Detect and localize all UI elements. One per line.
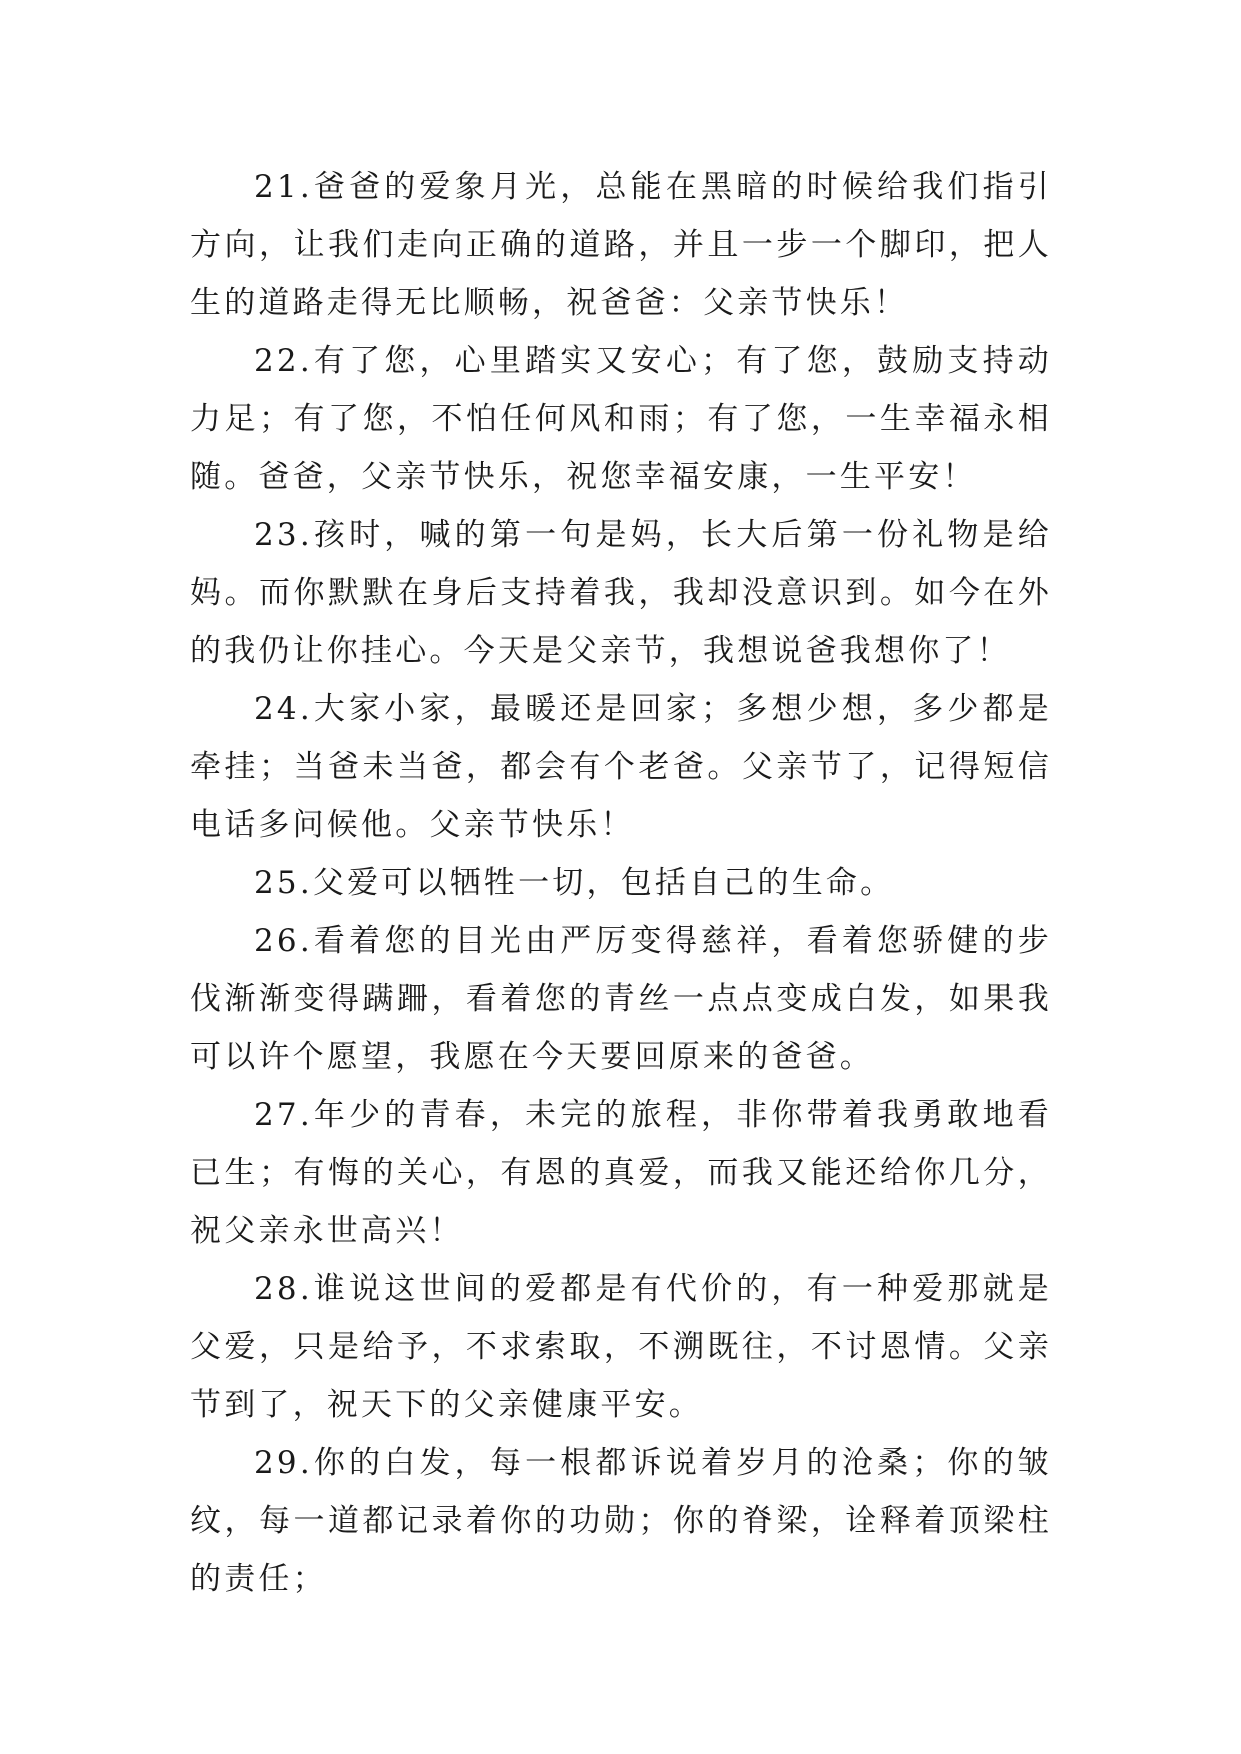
paragraph-23: 23.孩时，喊的第一句是妈，长大后第一份礼物是给妈。而你默默在身后支持着我，我却没意识到。如今在外的我仍让你挂心。今天是父亲节，我想说爸我想你了！: [190, 517, 1052, 669]
paragraph-25: 25.父爱可以牺牲一切，包括自己的生命。: [254, 865, 895, 901]
paragraph-22: 22.有了您，心里踏实又安心；有了您，鼓励支持动力足；有了您，不怕任何风和雨；有了您，一生幸福永相随。爸爸，父亲节快乐，祝您幸福安康，一生平安！: [190, 343, 1052, 495]
document-body: [190, 158, 1052, 1608]
paragraph-27: 27.年少的青春，未完的旅程，非你带着我勇敢地看已生；有悔的关心，有恩的真爱，而我又能还给你几分，祝父亲永世高兴！: [190, 1097, 1052, 1249]
paragraph-21: 21.爸爸的爱象月光，总能在黑暗的时候给我们指引方向，让我们走向正确的道路，并且一步一个脚印，把人生的道路走得无比顺畅，祝爸爸：父亲节快乐！: [190, 169, 1052, 321]
paragraph-28: 28.谁说这世间的爱都是有代价的，有一种爱那就是父爱，只是给予，不求索取，不溯既往，不讨恩情。父亲节到了，祝天下的父亲健康平安。: [190, 1271, 1052, 1423]
paragraph-24: 24.大家小家，最暖还是回家；多想少想，多少都是牵挂；当爸未当爸，都会有个老爸。父亲节了，记得短信电话多问候他。父亲节快乐！: [190, 691, 1052, 843]
paragraph-29: 29.你的白发，每一根都诉说着岁月的沧桑；你的皱纹，每一道都记录着你的功勋；你的脊梁，诠释着顶梁柱的责任；: [190, 1445, 1052, 1597]
paragraph-26: 26.看着您的目光由严厉变得慈祥，看着您骄健的步伐渐渐变得蹒跚，看着您的青丝一点点变成白发，如果我可以许个愿望，我愿在今天要回原来的爸爸。: [190, 923, 1052, 1075]
